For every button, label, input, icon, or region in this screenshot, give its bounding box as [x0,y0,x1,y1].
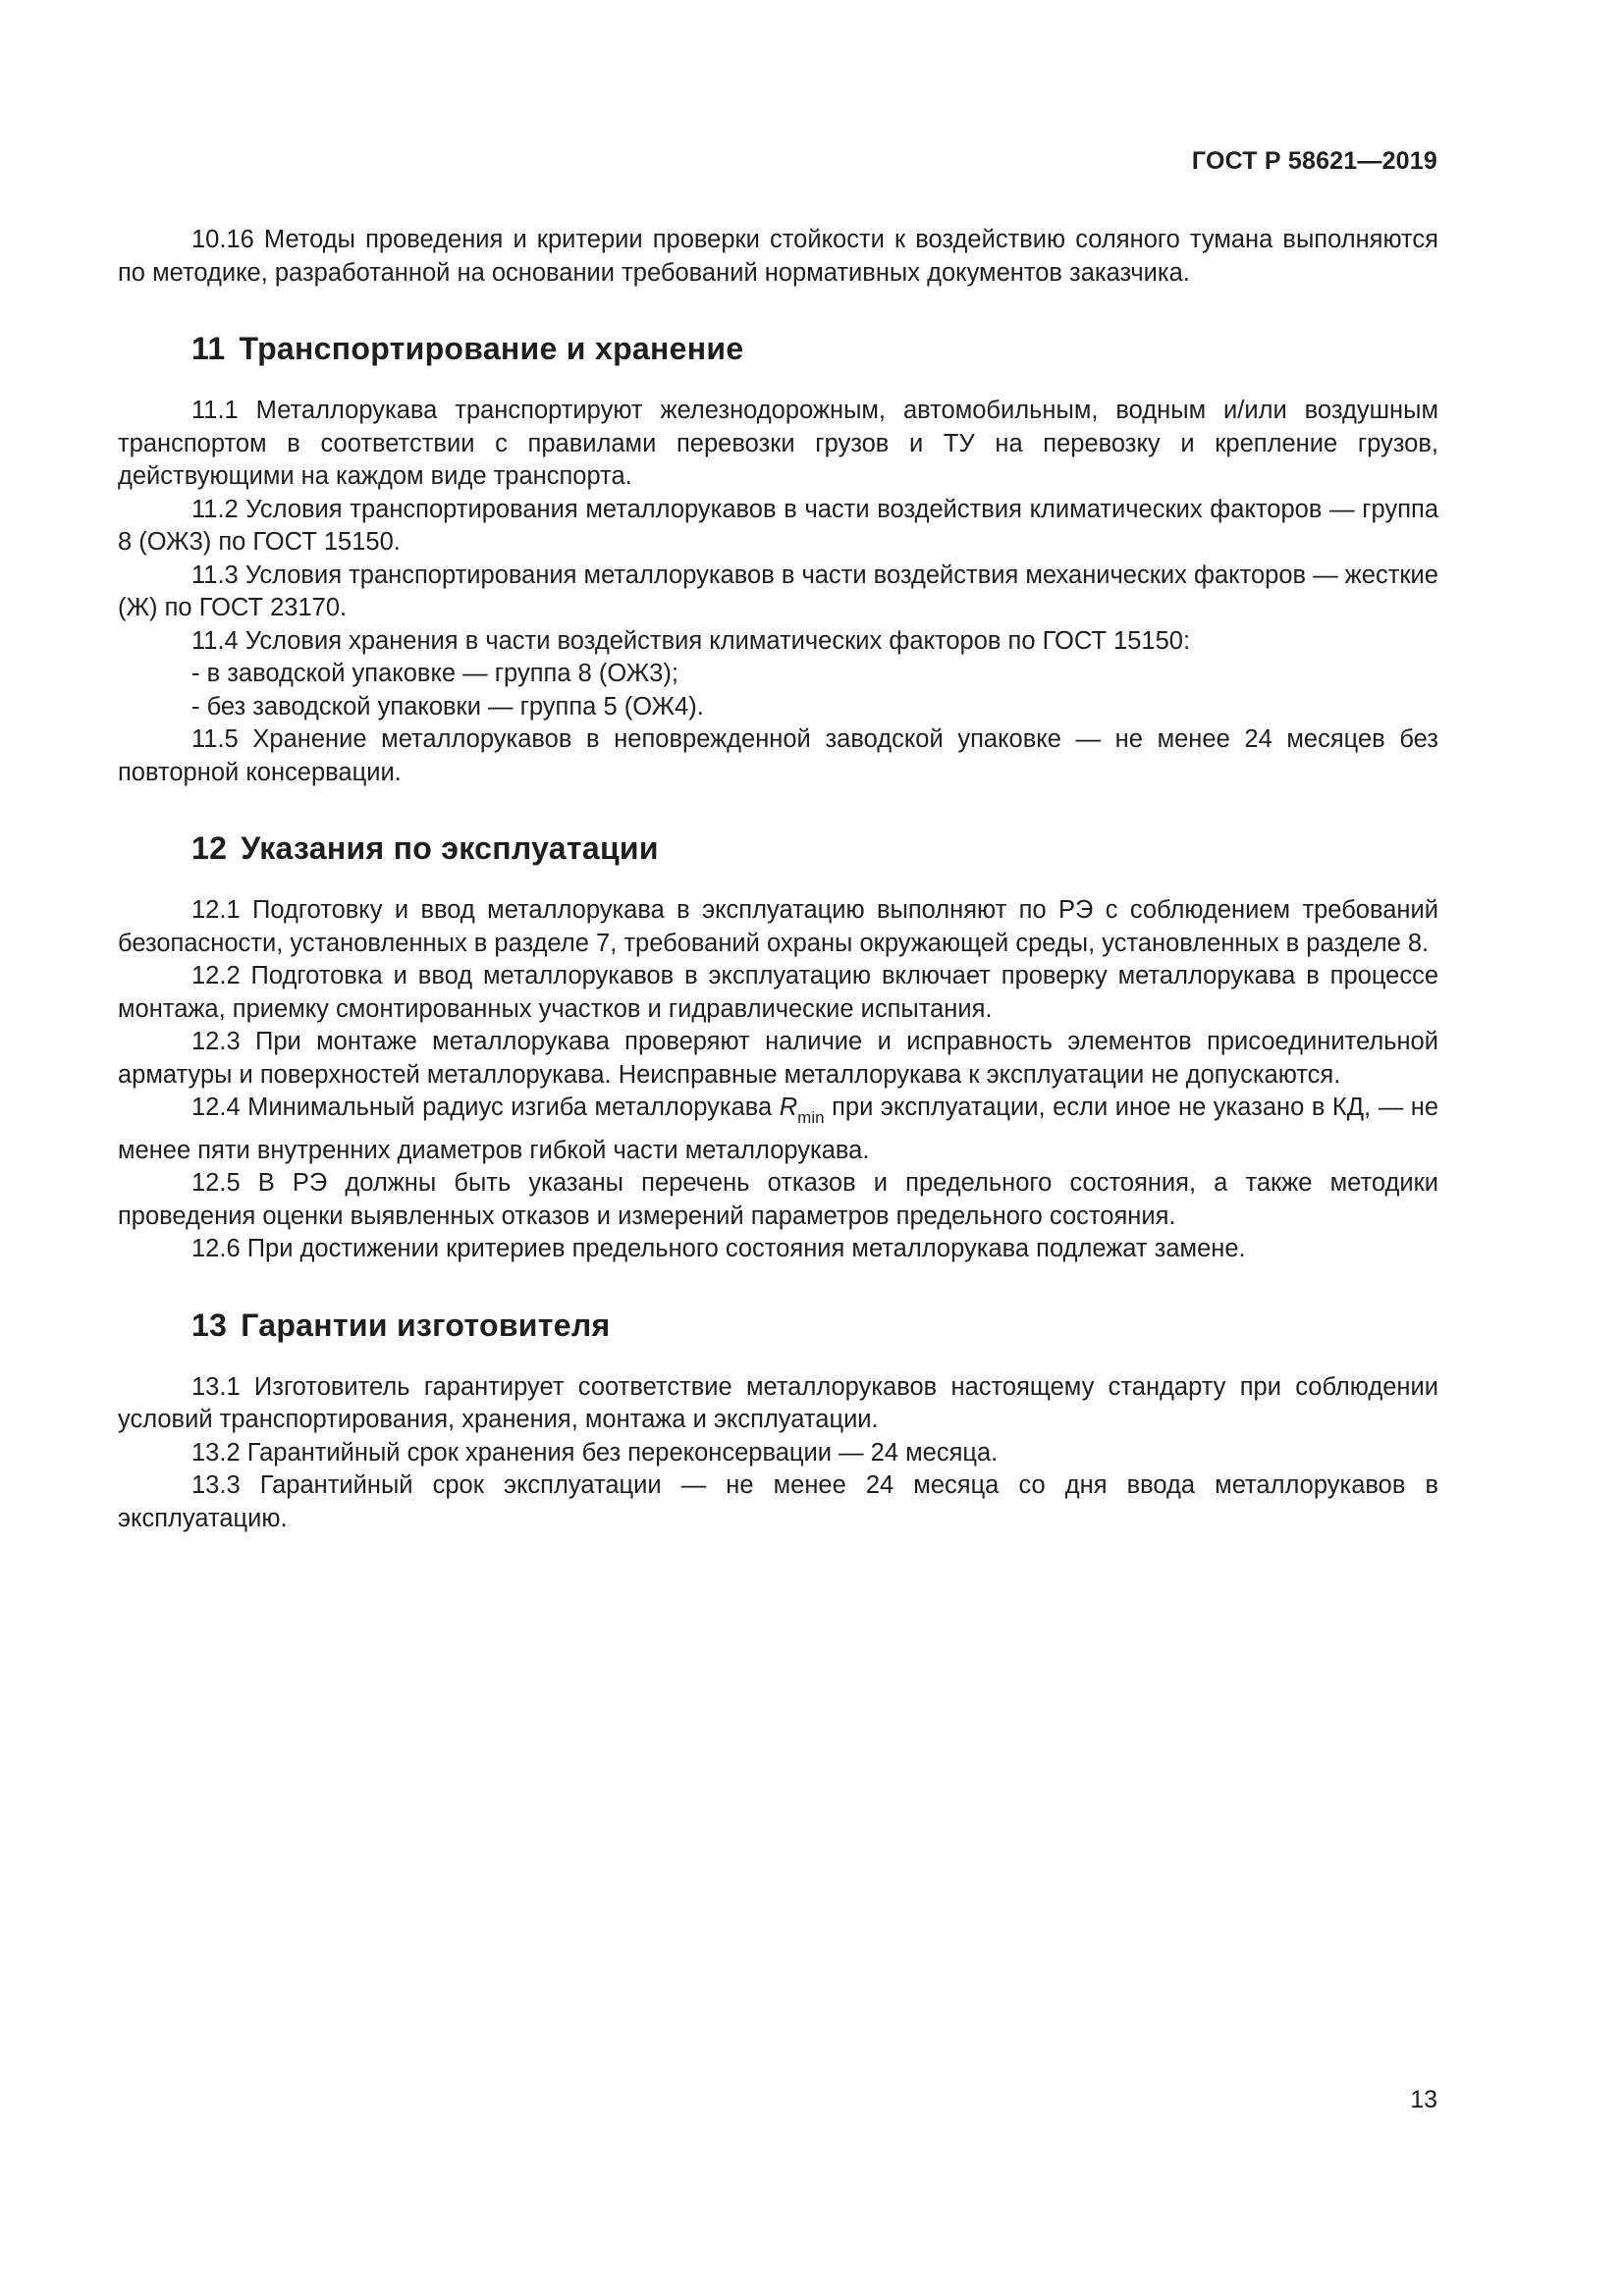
paragraph-12-2: 12.2 Подготовка и ввод металлорукавов в эксплуатацию включает проверку металлорукава в процессе монтажа, приемку смонтированных участков и гидравлические испытания. [118,962,1438,1023]
paragraph-10-16: 10.16 Методы проведения и критерии проверки стойкости к воздействию соляного тумана выполняются по методике, разработанной на основании требований нормативных документов заказчика. [118,226,1438,287]
paragraph-12-1: 12.1 Подготовку и ввод металлорукава в эксплуатацию выполняют по РЭ с соблюдением требований безопасности, установленных в разделе 7, требований охраны окружающей среды, установленных в разделе 8. [118,896,1438,957]
section-12-title: Указания по эксплуатации [241,830,659,866]
paragraph-13-1: 13.1 Изготовитель гарантирует соответствие металлорукавов настоящему стандарту при соблюдении условий транспортирования, хранения, монтажа и эксплуатации. [118,1372,1438,1433]
bend-radius-symbol: R [779,1094,798,1121]
list-item-without-packaging: - без заводской упаковки — группа 5 (ОЖ4). [191,692,704,721]
paragraph-12-4-start: 12.4 Минимальный радиус изгиба металлорукава [191,1094,780,1121]
paragraph-12-4 [118,1092,1438,1167]
section-11-heading [191,331,1438,367]
paragraph-12-3: 12.3 При монтаже металлорукава проверяют наличие и исправность элементов присоединительной арматуры и поверхностей металлорукава. Неисправные металлорукава к эксплуатации не допускаются. [118,1028,1438,1089]
paragraph-11-1: 11.1 Металлорукава транспортируют железнодорожным, автомобильным, водным и/или воздушным транспортом в соответствии с правилами перевозки грузов и ТУ на перевозку и крепление грузов, действующими на каждом виде транспорта. [118,397,1438,490]
paragraph-13-2: 13.2 Гарантийный срок хранения без переконсервации — 24 месяца. [191,1438,999,1467]
bend-radius-subscript: min [797,1108,825,1127]
paragraph-12-4-end: при эксплуатации, если иное не указано в КД, — не менее пяти внутренних диаметров гибкой части металлорукава. [118,1094,1438,1164]
page-content [118,224,1438,1535]
paragraph-13-3: 13.3 Гарантийный срок эксплуатации — не менее 24 месяца со дня ввода металлорукавов в эксплуатацию. [118,1471,1438,1532]
section-11-title: Транспортирование и хранение [239,331,744,366]
paragraph-11-4: 11.4 Условия хранения в части воздействия климатических факторов по ГОСТ 15150: [191,626,1191,655]
paragraph-11-2: 11.2 Условия транспортирования металлорукавов в части воздействия климатических факторов — группа 8 (ОЖ3) по ГОСТ 15150. [118,495,1438,556]
section-13-number: 13 [191,1307,228,1343]
page-number: 13 [1410,2086,1437,2113]
paragraph-12-5: 12.5 В РЭ должны быть указаны перечень отказов и предельного состояния, а также методики проведения оценки выявленных отказов и измерений параметров предельного состояния. [118,1169,1438,1230]
section-13-title: Гарантии изготовителя [241,1307,611,1343]
section-12-number: 12 [191,830,228,866]
paragraph-11-5: 11.5 Хранение металлорукавов в неповрежденной заводской упаковке — не менее 24 месяцев без повторной консервации. [118,725,1438,786]
paragraph-11-3: 11.3 Условия транспортирования металлорукавов в части воздействия механических факторов — жесткие (Ж) по ГОСТ 23170. [118,561,1438,621]
paragraph-12-6: 12.6 При достижении критериев предельного состояния металлорукава подлежат замене. [191,1235,1246,1262]
document-code-header: ГОСТ Р 58621—2019 [1191,147,1437,175]
section-13-heading [191,1308,1438,1344]
section-11-number: 11 [191,331,226,366]
list-item-factory-packaging: - в заводской упаковке — группа 8 (ОЖ3); [191,660,678,687]
section-12-heading [191,830,1438,867]
